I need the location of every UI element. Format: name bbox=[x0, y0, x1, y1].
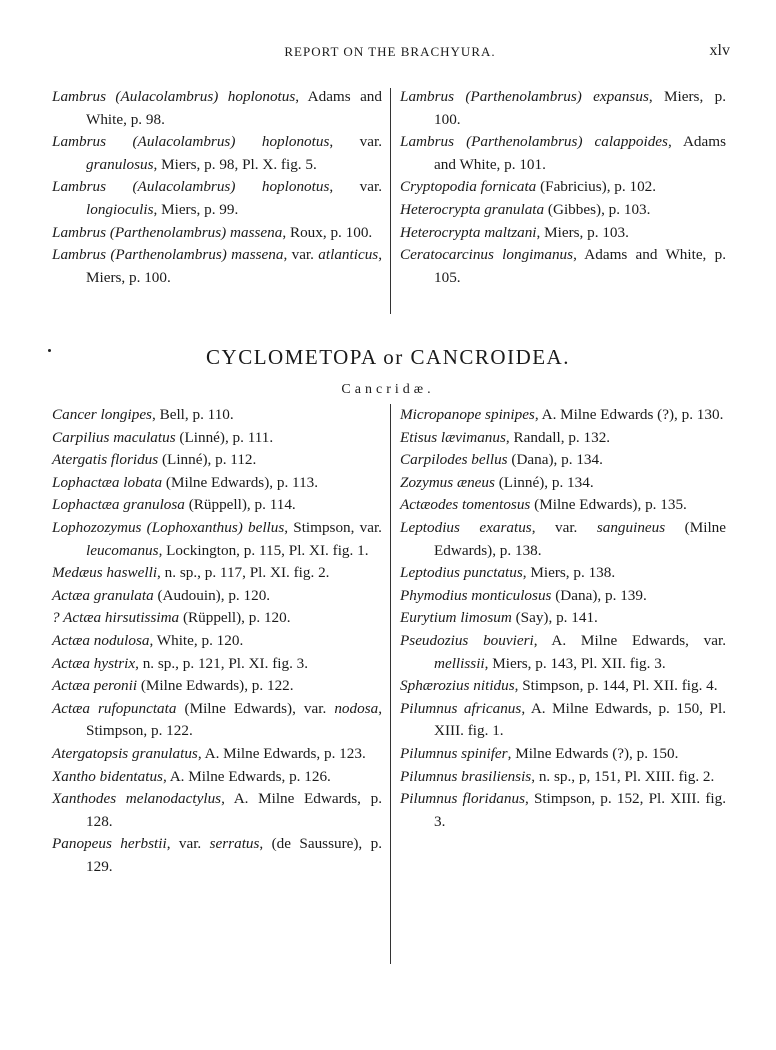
taxon-name: Lophactæa granulosa bbox=[52, 496, 185, 514]
entry-text: (Linné), p. 111. bbox=[175, 428, 274, 446]
taxon-name: ? Actæa hirsutissima bbox=[52, 609, 180, 627]
entry-text: , Stimpson, p. 152, Pl. XIII. fig. 3. bbox=[434, 790, 726, 830]
entry-text: , Stimpson, p. 144, Pl. XII. fig. 4. bbox=[514, 677, 718, 695]
taxon-name: Cryptopodia fornicata bbox=[400, 178, 537, 196]
entry-text: , Stimpson, var. bbox=[284, 518, 382, 536]
species-entry bbox=[52, 653, 382, 676]
species-entry bbox=[52, 698, 382, 743]
species-entry bbox=[52, 449, 382, 472]
taxon-name: Medæus haswelli bbox=[52, 564, 158, 582]
column-rule-top bbox=[390, 88, 391, 314]
entry-text: (Audouin), p. 120. bbox=[153, 586, 271, 604]
taxon-name: Eurytium limosum bbox=[400, 609, 512, 627]
species-entry bbox=[52, 675, 382, 698]
section-title: CYCLOMETOPA or CANCROIDEA. bbox=[206, 345, 570, 369]
species-entry bbox=[400, 131, 726, 176]
taxon-name: Atergatis floridus bbox=[52, 451, 159, 469]
entry-text: (Linné), p. 134. bbox=[494, 473, 594, 491]
species-entry bbox=[400, 562, 726, 585]
top-right-column bbox=[400, 86, 726, 289]
species-entry bbox=[52, 176, 382, 221]
bottom-left-column bbox=[52, 404, 382, 878]
species-entry bbox=[52, 427, 382, 450]
entry-text: (Milne Edwards), p. 122. bbox=[137, 677, 294, 695]
species-entry bbox=[52, 494, 382, 517]
entry-text: (Rüppell), p. 114. bbox=[184, 496, 296, 514]
taxon-name: mellissii bbox=[434, 654, 485, 672]
taxon-name: Carpilius maculatus bbox=[52, 428, 176, 446]
species-entry bbox=[400, 199, 726, 222]
species-entry bbox=[52, 833, 382, 878]
entry-text: (Milne Edwards), p. 138. bbox=[434, 518, 726, 559]
taxon-name: serratus bbox=[209, 835, 260, 853]
entry-text: (Rüppell), p. 120. bbox=[179, 609, 291, 627]
taxon-name: Pilumnus floridanus bbox=[400, 790, 525, 808]
taxon-name: Lambrus (Parthenolambrus) calappoides bbox=[400, 133, 668, 151]
entry-text: , Miers, p. 100. bbox=[434, 88, 727, 128]
species-entry bbox=[52, 585, 382, 608]
running-head: REPORT ON THE BRACHYURA. bbox=[284, 44, 496, 59]
taxon-name: Zozymus æneus bbox=[400, 473, 495, 491]
entry-text: (Fabricius), p. 102. bbox=[536, 178, 657, 196]
entry-text: (Say), p. 141. bbox=[511, 609, 598, 627]
taxon-name: Pilumnus spinifer bbox=[400, 744, 508, 762]
taxon-name: Phymodius monticulosus bbox=[400, 586, 552, 604]
taxon-name: Heterocrypta granulata bbox=[400, 200, 545, 218]
entry-text: (Milne Edwards), var. bbox=[176, 699, 335, 717]
species-entry bbox=[52, 743, 382, 766]
species-entry bbox=[52, 472, 382, 495]
species-entry bbox=[400, 585, 726, 608]
species-entry bbox=[400, 472, 726, 495]
entry-text: , Adams and White, p. 98. bbox=[86, 88, 382, 128]
taxon-name: Xantho bidentatus bbox=[52, 767, 163, 785]
species-entry bbox=[52, 788, 382, 833]
taxon-name: Lophactæa lobata bbox=[52, 473, 163, 491]
taxon-name: Etisus lævimanus bbox=[400, 428, 506, 446]
column-rule-bottom bbox=[390, 404, 391, 964]
species-entry bbox=[400, 244, 726, 289]
species-entry bbox=[400, 222, 726, 245]
entry-text: (Dana), p. 134. bbox=[507, 451, 603, 469]
entry-text: , (de Saussure), p. 129. bbox=[86, 835, 382, 875]
species-entry bbox=[52, 562, 382, 585]
entry-text: , Miers, p. 138. bbox=[522, 564, 616, 582]
taxon-name: Pilumnus brasiliensis bbox=[400, 767, 532, 785]
taxon-name: Panopeus herbstii bbox=[52, 835, 167, 853]
taxon-name: Actæa hystrix bbox=[52, 654, 136, 672]
taxon-name: Lambrus (Aulacolambrus) hoplonotus bbox=[52, 88, 296, 105]
species-entry bbox=[400, 427, 726, 450]
taxon-name: Cancer longipes bbox=[52, 406, 152, 423]
species-entry bbox=[52, 607, 382, 630]
taxon-name: sanguineus bbox=[596, 518, 666, 536]
species-entry bbox=[400, 630, 726, 675]
taxon-name: Actæodes tomentosus bbox=[400, 496, 531, 514]
taxon-name: Carpilodes bellus bbox=[400, 451, 508, 469]
species-entry bbox=[52, 244, 382, 289]
species-entry bbox=[52, 517, 382, 562]
entry-text: , var. bbox=[329, 178, 382, 196]
taxon-name: Micropanope spinipes bbox=[400, 406, 535, 423]
taxon-name: Actæa peronii bbox=[52, 677, 138, 695]
entry-text: , Adams and White, p. 101. bbox=[434, 133, 726, 173]
top-left-column bbox=[52, 86, 382, 289]
entry-text: , n. sp., p. 121, Pl. XI. fig. 3. bbox=[135, 654, 309, 672]
taxon-name: Ceratocarcinus longimanus bbox=[400, 246, 574, 264]
species-entry bbox=[400, 675, 726, 698]
entry-text: , Adams and White, p. 105. bbox=[434, 246, 726, 286]
taxon-name: Actæa rufopunctata bbox=[52, 699, 177, 717]
entry-text: , Roux, p. 100. bbox=[282, 223, 373, 241]
entry-text: , Miers, p. 143, Pl. XII. fig. 3. bbox=[484, 654, 666, 672]
entry-text: , A. Milne Edwards (?), p. 130. bbox=[534, 406, 724, 423]
taxon-name: nodosa bbox=[334, 699, 379, 717]
bottom-right-column bbox=[400, 404, 726, 833]
species-entry bbox=[400, 449, 726, 472]
species-entry bbox=[52, 766, 382, 789]
species-entry bbox=[400, 517, 726, 562]
species-entry bbox=[52, 630, 382, 653]
species-entry bbox=[52, 131, 382, 176]
entry-text: , var. bbox=[329, 133, 382, 151]
page-number: xlv bbox=[709, 42, 730, 59]
entry-text: , Miers, p. 98, Pl. X. fig. 5. bbox=[153, 155, 317, 173]
taxon-name: Lambrus (Aulacolambrus) hoplonotus bbox=[52, 178, 330, 196]
page-header bbox=[50, 40, 730, 64]
taxon-name: atlanticus bbox=[318, 246, 379, 264]
species-entry bbox=[400, 176, 726, 199]
entry-text: , var. bbox=[531, 518, 597, 536]
taxon-name: Lambrus (Parthenolambrus) massena bbox=[52, 223, 283, 241]
entry-text: , Lockington, p. 115, Pl. XI. fig. 1. bbox=[158, 541, 369, 559]
taxon-name: Lophozozymus (Lophoxanthus) bellus bbox=[52, 518, 285, 536]
taxon-name: granulosus bbox=[86, 155, 154, 173]
taxon-name: leucomanus bbox=[86, 541, 159, 559]
species-entry bbox=[52, 222, 382, 245]
taxon-name: Actæa granulata bbox=[52, 586, 154, 604]
species-entry bbox=[400, 698, 726, 743]
family-heading: Cancridæ. bbox=[341, 382, 435, 397]
species-entry bbox=[400, 766, 726, 789]
species-entry bbox=[400, 788, 726, 833]
entry-text: , A. Milne Edwards, p. 150, Pl. XIII. fig. 1. bbox=[434, 699, 726, 740]
entry-text: , Randall, p. 132. bbox=[505, 428, 611, 446]
taxon-name: Leptodius exaratus bbox=[400, 518, 532, 536]
entry-text: , A. Milne Edwards, p. 126. bbox=[162, 767, 331, 785]
taxon-name: Lambrus (Parthenolambrus) massena bbox=[52, 246, 284, 264]
entry-text: , Miers, p. 103. bbox=[536, 223, 629, 241]
entry-text: (Milne Edwards), p. 113. bbox=[162, 473, 319, 491]
entry-text: , A. Milne Edwards, p. 128. bbox=[86, 790, 382, 830]
entry-text: , A. Milne Edwards, p. 123. bbox=[197, 744, 366, 762]
species-entry bbox=[400, 404, 726, 427]
entry-text: , A. Milne Edwards, var. bbox=[533, 631, 726, 649]
entry-text: , Miers, p. 100. bbox=[86, 246, 382, 286]
entry-text: , n. sp., p. 117, Pl. XI. fig. 2. bbox=[157, 564, 330, 582]
taxon-name: Heterocrypta maltzani bbox=[400, 223, 537, 241]
taxon-name: longioculis bbox=[86, 200, 154, 218]
entry-text: , Bell, p. 110. bbox=[151, 406, 234, 423]
taxon-name: Actæa nodulosa bbox=[52, 631, 150, 649]
species-entry bbox=[52, 404, 382, 427]
taxon-name: Pilumnus africanus bbox=[400, 699, 522, 717]
entry-text: , Miers, p. 99. bbox=[153, 200, 239, 218]
taxon-name: Atergatopsis granulatus bbox=[52, 744, 198, 762]
species-entry bbox=[400, 86, 726, 131]
taxon-name: Lambrus (Parthenolambrus) expansus bbox=[400, 88, 649, 105]
entry-text: (Linné), p. 112. bbox=[158, 451, 257, 469]
species-entry bbox=[400, 607, 726, 630]
entry-text: (Gibbes), p. 103. bbox=[544, 200, 651, 218]
taxon-name: Lambrus (Aulacolambrus) hoplonotus bbox=[52, 133, 330, 151]
species-entry bbox=[400, 494, 726, 517]
taxon-name: Xanthodes melanodactylus bbox=[52, 790, 222, 808]
entry-text: , White, p. 120. bbox=[149, 631, 244, 649]
species-entry bbox=[400, 743, 726, 766]
taxon-name: Sphærozius nitidus bbox=[400, 677, 515, 695]
entry-text: (Dana), p. 139. bbox=[551, 586, 647, 604]
taxon-name: Leptodius punctatus bbox=[400, 564, 523, 582]
species-entry bbox=[52, 86, 382, 131]
entry-text: , Stimpson, p. 122. bbox=[86, 699, 382, 740]
taxon-name: Pseudozius bouvieri bbox=[400, 631, 534, 649]
entry-text: (Milne Edwards), p. 135. bbox=[530, 496, 687, 514]
entry-text: , n. sp., p, 151, Pl. XIII. fig. 2. bbox=[531, 767, 715, 785]
entry-text: , var. bbox=[283, 246, 319, 264]
entry-text: , Milne Edwards (?), p. 150. bbox=[507, 744, 679, 762]
entry-text: , var. bbox=[166, 835, 210, 853]
